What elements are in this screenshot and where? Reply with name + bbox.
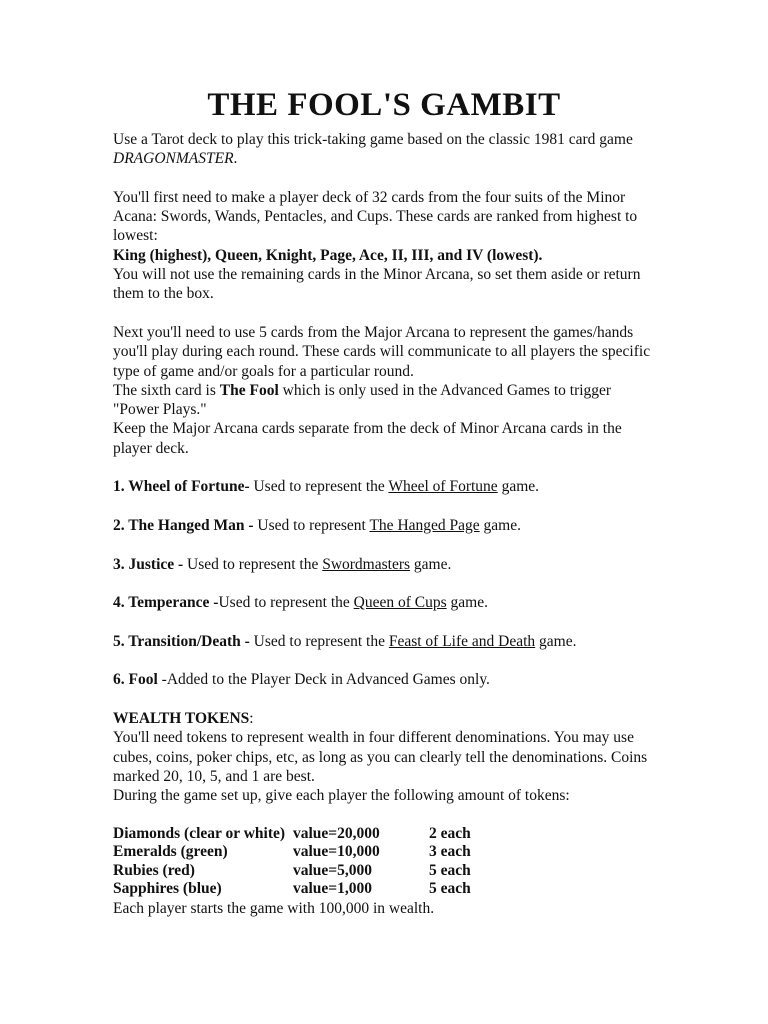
card-item-4 xyxy=(113,593,658,612)
sixth-card-paragraph xyxy=(113,381,658,420)
intro-text: Use a Tarot deck to play this trick-taking game based on the classic 1981 card game xyxy=(113,131,633,148)
keep-separate-paragraph: Keep the Major Arcana cards separate from the deck of Minor Arcana cards in the player deck. xyxy=(113,420,622,457)
token-name: Emeralds (green) xyxy=(113,843,228,861)
wealth-description: You'll need tokens to represent wealth in four different denominations. You may use cubes, coins, poker chips, etc, as long as you can clearly tell the denominations. Coins marked 20, 10, 5, and 1 are best. xyxy=(113,729,648,785)
page-title: THE FOOL'S GAMBIT xyxy=(207,87,561,123)
card-end: game. xyxy=(479,516,521,534)
game-name: DRAGONMASTER xyxy=(113,150,234,168)
card-text: Used to represent the xyxy=(183,555,323,573)
card-text: Used to represent xyxy=(253,516,370,534)
card-end: game. xyxy=(446,594,488,612)
sixth-card-name: The Fool xyxy=(219,381,279,399)
card-label: 3. Justice - xyxy=(113,555,184,573)
card-game-name: Swordmasters xyxy=(322,555,411,573)
major-arcana-paragraph: Next you'll need to use 5 cards from the Major Arcana to represent the games/hands you'll play during each round. These cards will communicate to all players the specific type of game and/or goals for a particular round. xyxy=(113,323,651,380)
token-value: value=5,000 xyxy=(293,861,373,879)
token-quantity: 5 each xyxy=(429,880,471,898)
token-table xyxy=(113,825,549,899)
sixth-card-suffix: which is only used in the Advanced Games to trigger "Power Plays." xyxy=(113,381,612,419)
token-name: Sapphires (blue) xyxy=(113,880,222,898)
token-name: Rubies (red) xyxy=(113,861,195,879)
wealth-setup-instruction: During the game set up, give each player the following amount of tokens: xyxy=(113,787,570,805)
intro-paragraph xyxy=(113,130,658,169)
table-row xyxy=(113,880,549,899)
card-item-3 xyxy=(113,555,658,574)
card-item-2 xyxy=(113,516,658,535)
card-item-5 xyxy=(113,632,658,651)
token-value: value=1,000 xyxy=(293,880,373,898)
card-item-1 xyxy=(113,477,658,496)
table-row xyxy=(113,843,549,862)
card-end: game. xyxy=(497,478,540,496)
sixth-card-prefix: The sixth card is xyxy=(113,381,220,399)
wealth-heading-line xyxy=(113,709,658,728)
token-name: Diamonds (clear or white) xyxy=(113,824,286,842)
token-value: value=10,000 xyxy=(293,843,380,861)
player-deck-paragraph: You'll first need to make a player deck of 32 cards from the four suits of the Minor Acana: Swords, Wands, Pentacles, and Cups. These cards are ranked from highest to lowest: xyxy=(113,188,638,245)
card-ranking xyxy=(113,246,658,265)
token-quantity: 5 each xyxy=(429,861,471,879)
card-label: 4. Temperance - xyxy=(113,594,219,612)
card-game-name: The Hanged Page xyxy=(369,516,480,534)
card-end: game. xyxy=(535,632,577,650)
card-label: 6. Fool xyxy=(113,671,158,689)
card-ranking-text: King (highest), Queen, Knight, Page, Ace, II, III, and IV (lowest). xyxy=(113,246,543,264)
token-value: value=20,000 xyxy=(293,824,380,842)
table-row xyxy=(113,862,549,881)
card-end: game. xyxy=(410,555,452,573)
card-game-name: Feast of Life and Death xyxy=(388,632,536,650)
card-game-name: Wheel of Fortune xyxy=(388,478,498,496)
wealth-heading-colon: : xyxy=(249,709,254,727)
card-label: 5. Transition/Death - xyxy=(113,632,250,650)
token-quantity: 2 each xyxy=(429,824,471,842)
document-body xyxy=(113,130,658,918)
card-label: 1. Wheel of Fortune- xyxy=(113,478,250,496)
starting-wealth-note: Each player starts the game with 100,000 in wealth. xyxy=(113,899,435,917)
intro-end: . xyxy=(233,150,238,168)
token-quantity: 3 each xyxy=(429,843,471,861)
card-text: Used to represent the xyxy=(218,594,354,612)
card-label: 2. The Hanged Man - xyxy=(113,516,254,534)
wealth-heading: WEALTH TOKENS xyxy=(113,709,250,727)
card-game-name: Queen of Cups xyxy=(353,594,447,612)
card-text: -Added to the Player Deck in Advanced Games only. xyxy=(157,671,490,689)
card-text: Used to represent the xyxy=(249,632,389,650)
card-text: Used to represent the xyxy=(249,478,389,496)
table-row xyxy=(113,825,549,844)
card-item-6 xyxy=(113,670,658,689)
unused-cards-paragraph: You will not use the remaining cards in the Minor Arcana, so set them aside or return them to the box. xyxy=(113,266,641,303)
